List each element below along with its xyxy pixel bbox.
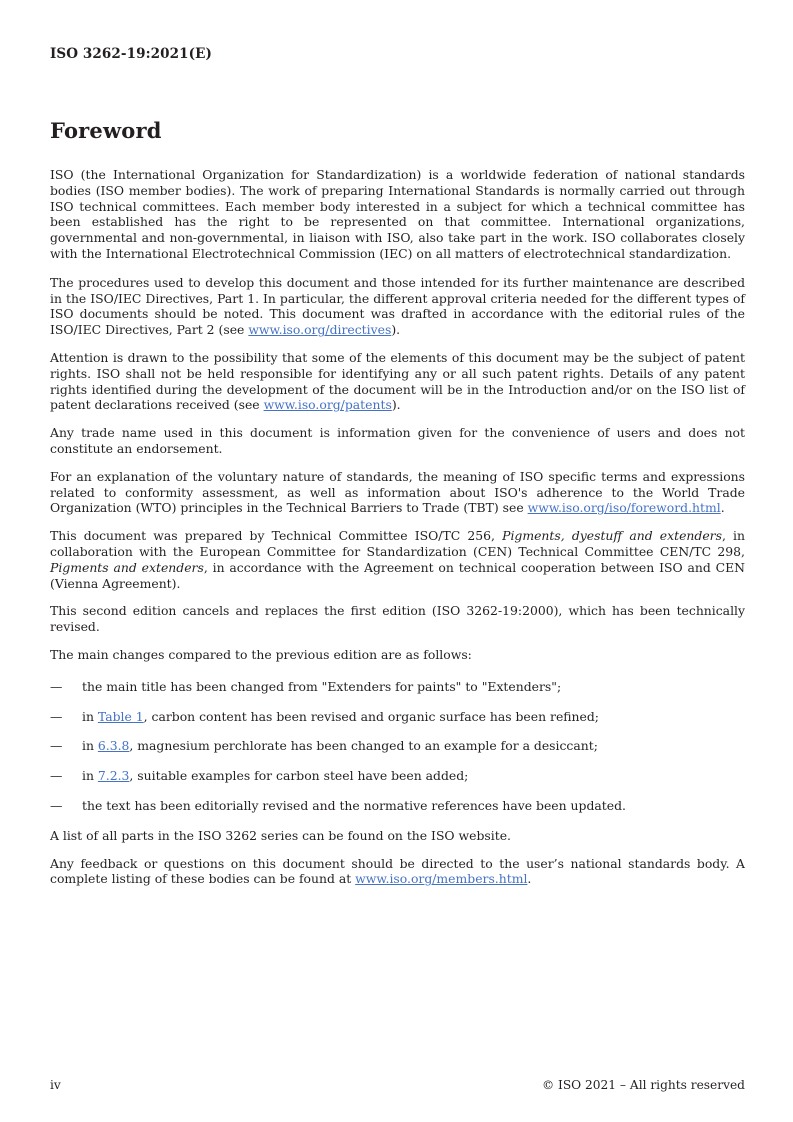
link-clause-6-3-8[interactable]: 6.3.8 [97,738,130,754]
paragraph-text: , in accordance with the Agreement on technical cooperation between ISO and CEN (Vienna Agreement). [50,559,745,591]
page-footer [50,1078,745,1092]
dash-bullet: — [50,678,63,694]
list-item [50,798,745,814]
paragraph-iso-intro [50,167,745,262]
paragraph-procedures [50,275,745,338]
paragraph-text: The main changes compared to the previous edition are as follows: [50,646,472,662]
paragraph-text: Attention is drawn to the possibility that some of the elements of this document may be the subject of patent rights. ISO shall not be held responsible for identifying any or all such patent rights. Details of any patent rights identified during the development of the document will be in the Introduction and/or on the ISO list of patent declarations received (see [50,349,745,413]
paragraph-text: Any feedback or questions on this document should be directed to the user’s national standards body. A complete listing of these bodies can be found at [50,855,745,887]
list-item [50,709,745,725]
paragraph-text: This second edition cancels and replaces the first edition (ISO 3262-19:2000), which has been technically revised. [50,603,745,635]
paragraph-wto-tbt [50,469,745,516]
list-item-text: the text has been editorially revised and the normative references have been updated. [82,797,626,813]
document-identifier: ISO 3262-19:2021(E) [50,46,213,62]
list-item-text-part: , suitable examples for carbon steel have been added; [129,768,469,784]
list-item-text-part: in [82,738,98,754]
paragraph-text: ). [391,322,401,338]
paragraph-text: . [720,500,725,516]
committee-name-italic: Pigments, dyestuff and extenders [502,528,722,544]
paragraph-patent-rights [50,350,745,413]
list-item-text-part: in [82,708,98,724]
paragraph-text: For an explanation of the voluntary nature of standards, the meaning of ISO specific terms and expressions related to conformity assessment, as well as information about ISO's adherence to the World Trade Organization (WTO) principles in the Technical Barriers to Trade (TBT) see [50,468,745,516]
list-item-text [82,768,745,784]
link-iso-members[interactable]: www.iso.org/members.html [355,871,528,887]
link-clause-7-2-3[interactable]: 7.2.3 [97,768,130,784]
list-item [50,679,745,695]
dash-bullet: — [50,738,63,754]
paragraph-text: ). [391,397,401,413]
link-text-part: www.iso.org/ [527,500,609,516]
link-iso-foreword[interactable] [528,500,721,515]
list-item-text [82,738,745,754]
dash-bullet: — [50,708,63,724]
paragraph-committee [50,528,745,591]
list-item [50,738,745,754]
list-item-text-part: , carbon content has been revised and organic surface has been refined; [143,708,599,724]
dash-bullet: — [50,797,63,813]
list-item-text: the main title has been changed from "Extenders for paints" to "Extenders"; [82,678,562,694]
paragraph-trade-name [50,425,745,457]
link-iso-patents[interactable]: www.iso.org/patents [263,397,392,413]
list-item-text [82,709,745,725]
paragraph-text: , in collaboration with the European Committee for Standardization (CEN) Technical Committee CEN/TC 298, [50,528,745,559]
list-item-text-part: , magnesium perchlorate has been changed to an example for a desiccant; [129,738,598,754]
paragraph-feedback [50,856,745,888]
link-text-part: iso/foreword.html [608,500,721,516]
page-title: Foreword [50,118,162,143]
list-item-text-part: in [82,768,98,784]
paragraph-main-changes [50,647,745,663]
changes-list [50,679,745,814]
paragraph-series-note [50,828,745,844]
paragraph-text: ISO (the International Organization for Standardization) is a worldwide federation of national standards bodies (ISO member bodies). The work of preparing International Standards is normally carried out through ISO technical committees. Each member body interested in a subject for which a technical committee has been established has the right to be represented on that committee. International organizations, governmental and non-governmental, in liaison with ISO, also take part in the work. ISO collaborates closely with the International Electrotechnical Commission (IEC) on all matters of electrotechnical standardization. [50,167,745,261]
committee-name-italic: Pigments and extenders [50,559,204,575]
link-iso-directives[interactable]: www.iso.org/directives [248,322,392,338]
dash-bullet: — [50,768,63,784]
paragraph-text: . [527,871,532,887]
paragraph-second-edition [50,603,745,635]
page-number: iv [50,1078,61,1092]
paragraph-text: This document was prepared by Technical Committee ISO/TC 256, [50,528,503,544]
paragraph-text: A list of all parts in the ISO 3262 series can be found on the ISO website. [50,827,511,843]
link-table-1[interactable]: Table 1 [97,708,144,724]
paragraph-text: The procedures used to develop this document and those intended for its further maintenance are described in the ISO/IEC Directives, Part 1. In particular, the different approval criteria needed for the different types of ISO documents should be noted. This document was drafted in accordance with the editorial rules of the ISO/IEC Directives, Part 2 (see [50,274,745,338]
paragraph-text: Any trade name used in this document is information given for the convenience of users and does not constitute an endorsement. [50,425,745,456]
list-item [50,768,745,784]
copyright-notice: © ISO 2021 – All rights reserved [541,1078,745,1092]
